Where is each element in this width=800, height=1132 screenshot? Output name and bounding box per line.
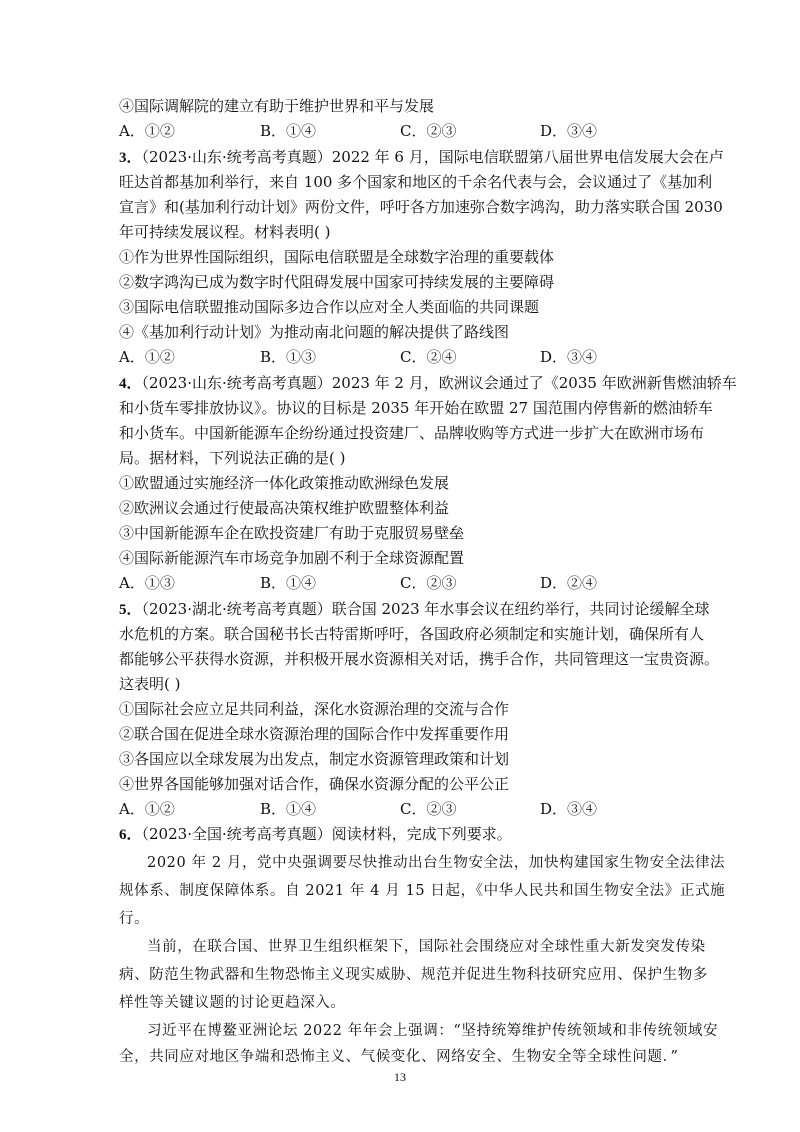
q2-option-c: C．②③	[400, 122, 457, 140]
q6-material-p1-line-3: 行。	[119, 911, 150, 927]
q6-material-p3-line-2: 全，共同应对地区争端和恐怖主义、气候变化、网络安全、生物安全等全球性问题．”	[119, 1049, 679, 1065]
q5-statement-4: ④世界各国能够加强对话合作，确保水资源分配的公平公正	[119, 775, 510, 793]
q4-stem-line-3: 和小货车。中国新能源车企纷纷通过投资建厂、品牌收购等方式进一步扩大在欧洲市场布	[119, 424, 705, 442]
q4-stem-line-2: 和小货车零排放协议》。协议的目标是 2035 年开始在欧盟 27 国范围内停售新的燃油轿车	[119, 399, 713, 417]
q4-option-a: A．①③	[119, 574, 175, 592]
q3-statement-3: ③国际电信联盟推动国际多边合作以应对全人类面临的共同课题	[119, 298, 540, 316]
q4-stem-line-1: 4．（2023·山东·统考高考真题）2023 年 2 月，欧洲议会通过了《2035 年欧洲新售燃油轿车	[119, 374, 737, 392]
q5-stem-line-1: 5．（2023·湖北·统考高考真题）联合国 2023 年水事会议在纽约举行，共同讨论缓解全球	[119, 600, 710, 618]
page-number: 13	[394, 1070, 406, 1084]
q5-statement-2: ②联合国在促进全球水资源治理的国际合作中发挥重要作用	[119, 725, 510, 743]
q4-statement-1: ①欧盟通过实施经济一体化政策推动欧洲绿色发展	[119, 474, 450, 492]
q4-number: 4．	[119, 376, 142, 392]
q3-stem-line-1: 3．（2023·山东·统考高考真题）2022 年 6 月，国际电信联盟第八届世界电信发展大会在卢	[119, 148, 724, 166]
q5-option-b: B．①④	[260, 800, 317, 818]
q3-statement-2: ②数字鸿沟已成为数字时代阻碍发展中国家可持续发展的主要障碍	[119, 273, 555, 291]
q5-stem-line-2: 水危机的方案。联合国秘书长古特雷斯呼吁，各国政府必须制定和实施计划，确保所有人	[119, 625, 705, 643]
q3-stem-line-3: 宣言》和(基加利行动计划》两份文件，呼吁各方加速弥合数字鸿沟，助力落实联合国 2030	[119, 198, 723, 216]
q4-option-d: D．②④	[540, 574, 598, 592]
q6-material-p2-line-2: 病、防范生物武器和生物恐怖主义现实威胁、规范并促进生物科技研究应用、保护生物多	[119, 967, 708, 983]
q2-option-b: B．①④	[260, 122, 317, 140]
q3-number: 3．	[119, 150, 142, 166]
q5-number: 5．	[119, 602, 142, 618]
q3-stem-line-4: 年可持续发展议程。材料表明( )	[119, 223, 331, 241]
q5-option-d: D．③④	[540, 800, 598, 818]
q4-statement-3: ③中国新能源车企在欧投资建厂有助于克服贸易壁垒	[119, 524, 465, 542]
q5-option-a: A．①②	[119, 800, 175, 818]
q3-option-d: D．③④	[540, 348, 598, 366]
q5-stem-line-3: 都能够公平获得水资源，并积极开展水资源相关对话，携手合作，共同管理这一宝贵资源。	[119, 650, 720, 668]
q6-material-p2-line-3: 样性等关键议题的讨论更趋深入。	[119, 995, 346, 1011]
q2-statement-4: ④国际调解院的建立有助于维护世界和平与发展	[119, 97, 435, 115]
q6-material-p1-line-2: 规体系、制度保障体系。自 2021 年 4 月 15 日起，《中华人民共和国生物安全法》正式施	[119, 883, 726, 899]
q5-statement-3: ③各国应以全球发展为出发点，制定水资源管理政策和计划	[119, 750, 510, 768]
q4-option-c: C．②③	[400, 574, 457, 592]
q5-stem-line-4: 这表明( )	[119, 675, 181, 693]
q6-stem-line: 6．（2023·全国·统考高考真题）阅读材料，完成下列要求。	[119, 825, 512, 843]
q3-option-a: A．①②	[119, 348, 175, 366]
q6-material-p2-line-1: 当前，在联合国、世界卫生组织框架下，国际社会围绕应对全球性重大新发突发传染	[147, 939, 706, 955]
q6-material-p1-line-1: 2020 年 2 月，党中央强调要尽快推动出台生物安全法，加快构建国家生物安全法律法	[147, 855, 726, 871]
q4-stem-line-4: 局。据材料，下列说法正确的是( )	[119, 449, 346, 467]
q3-option-c: C．②④	[400, 348, 457, 366]
q2-option-a: A．①②	[119, 122, 175, 140]
q6-number: 6．	[119, 827, 142, 843]
q3-option-b: B．①③	[260, 348, 317, 366]
q4-statement-2: ②欧洲议会通过行使最高决策权维护欧盟整体利益	[119, 499, 450, 517]
q4-option-b: B．①④	[260, 574, 317, 592]
q5-option-c: C．②③	[400, 800, 457, 818]
q5-statement-1: ①国际社会应立足共同利益，深化水资源治理的交流与合作	[119, 700, 510, 718]
q6-material-p3-line-1: 习近平在博鳌亚洲论坛 2022 年年会上强调：“坚持统筹维护传统领域和非传统领域安	[147, 1023, 719, 1039]
q3-statement-1: ①作为世界性国际组织，国际电信联盟是全球数字治理的重要载体	[119, 248, 555, 266]
q4-statement-4: ④国际新能源汽车市场竞争加剧不利于全球资源配置	[119, 549, 465, 567]
q2-option-d: D．③④	[540, 122, 598, 140]
q3-stem-line-2: 旺达首都基加利举行，来自 100 多个国家和地区的千余名代表与会，会议通过了《基加利	[119, 173, 713, 191]
q3-statement-4: ④《基加利行动计划》为推动南北问题的解决提供了路线图	[119, 323, 510, 341]
